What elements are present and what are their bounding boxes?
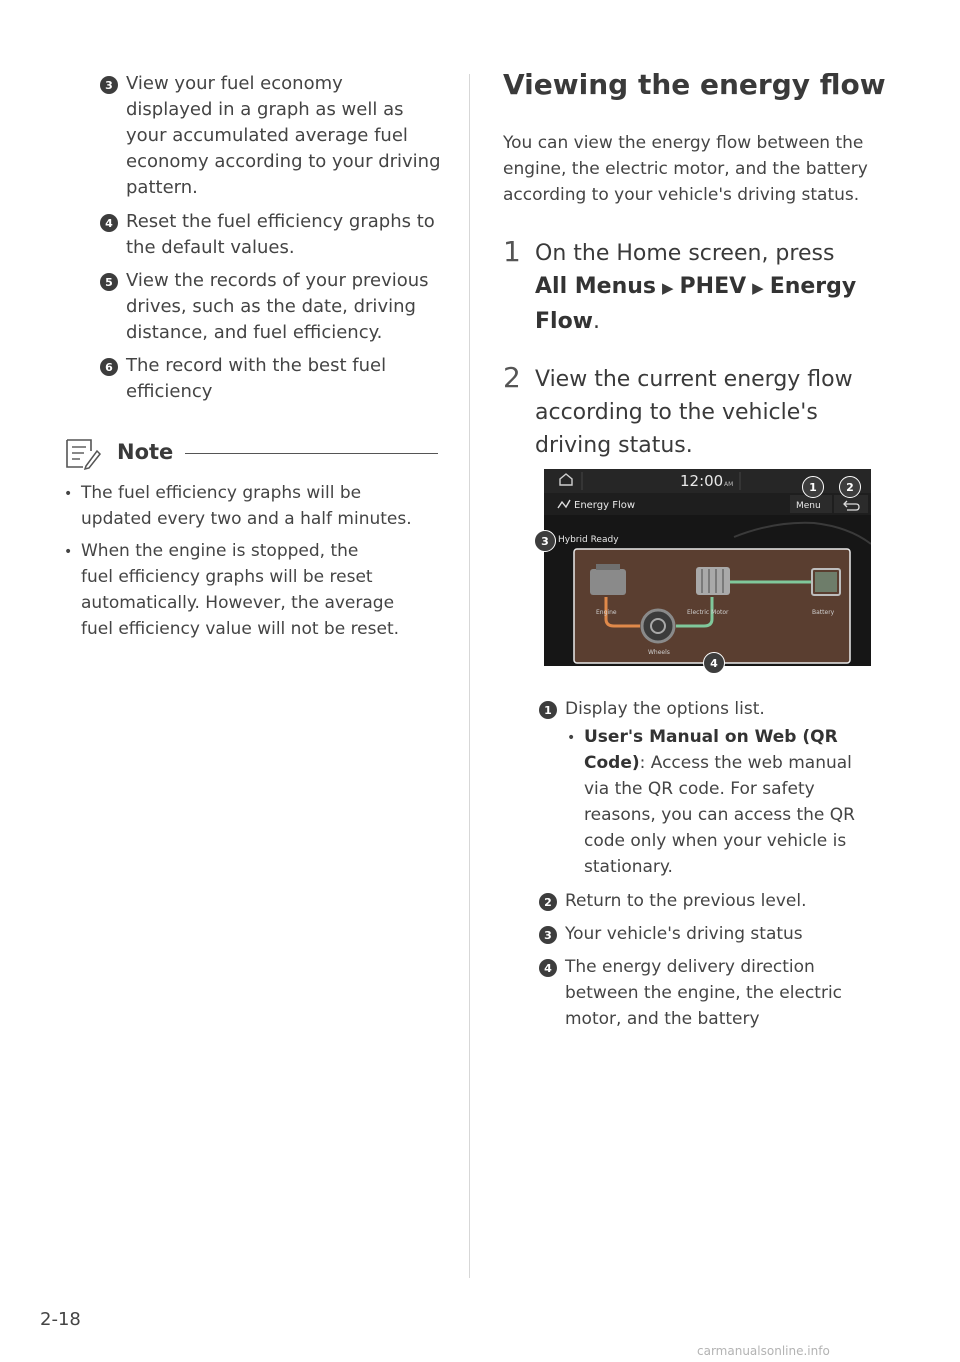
triangle-right-icon: ▶ — [752, 279, 764, 297]
option-name: Code) — [584, 753, 640, 773]
step-2 — [535, 363, 853, 462]
text-line — [584, 750, 855, 776]
callout-badge: 1 — [802, 476, 824, 498]
list-item — [126, 71, 441, 201]
engine-label: Engine — [596, 609, 617, 616]
text-line: Reset the fuel efficiency graphs to — [126, 211, 435, 232]
text-line: You can view the energy flow between the — [503, 133, 864, 153]
text-line: pattern. — [126, 177, 198, 198]
battery-icon — [812, 569, 840, 595]
text-line: automatically. However, the average — [81, 593, 395, 613]
note-bullet — [81, 538, 399, 642]
motor-icon — [696, 567, 730, 595]
callout-item — [565, 954, 842, 1032]
list-item — [126, 209, 435, 261]
text-line: distance, and fuel efficiency. — [126, 322, 383, 343]
text-line: engine, the electric motor, and the battery — [503, 159, 868, 179]
menu-path-item: All Menus — [535, 274, 656, 299]
step-line: On the Home screen, press — [535, 241, 835, 266]
motor-label: Electric Motor — [687, 609, 729, 616]
marker-badge: 3 — [539, 926, 557, 944]
watermark[interactable]: carmanualsonline.info — [697, 1344, 830, 1358]
text-line: displayed in a graph as well as — [126, 99, 404, 120]
menu-path-item: Energy — [769, 274, 857, 299]
driving-status: Hybrid Ready — [558, 535, 619, 545]
clock-time: 12:00 — [680, 472, 724, 490]
callout-badge: 2 — [839, 476, 861, 498]
callout-item — [565, 696, 765, 722]
callout-item — [565, 921, 803, 947]
bullet-dot: • — [567, 730, 576, 746]
text-line — [584, 724, 855, 750]
text-line: according to your vehicle's driving status. — [503, 185, 860, 205]
callout-badge: 3 — [534, 530, 556, 552]
screen-title: Energy Flow — [574, 500, 636, 511]
text-line: fuel efficiency value will not be reset. — [81, 619, 400, 639]
step-line: driving status. — [535, 433, 693, 458]
marker-badge: 4 — [539, 959, 557, 977]
text-line: Display the options list. — [565, 699, 765, 719]
text-line: stationary. — [584, 857, 673, 877]
text-line: The fuel efficiency graphs will be — [81, 483, 362, 503]
intro-paragraph — [503, 130, 868, 208]
text-line: reasons, you can access the QR — [584, 805, 855, 825]
text-line: drives, such as the date, driving — [126, 296, 416, 317]
menu-path-item: Flow — [535, 309, 594, 334]
callout-item — [565, 888, 807, 914]
step-number: 1 — [503, 235, 521, 268]
option-name: User's Manual on Web (QR — [584, 727, 838, 747]
marker-badge: 5 — [100, 273, 118, 291]
step-number: 2 — [503, 361, 521, 394]
text-line: efficiency — [126, 381, 213, 402]
text-line: economy according to your driving — [126, 151, 441, 172]
battery-label: Battery — [812, 609, 835, 616]
text-line: Return to the previous level. — [565, 891, 807, 911]
bullet-dot: • — [64, 544, 73, 560]
text-line: via the QR code. For safety — [584, 779, 815, 799]
bullet-dot: • — [64, 486, 73, 502]
text-line: The energy delivery direction — [565, 957, 815, 977]
list-item — [126, 268, 429, 346]
marker-badge: 4 — [100, 214, 118, 232]
wheels-label: Wheels — [648, 649, 670, 656]
step-path-end — [535, 305, 856, 338]
menu-button[interactable]: Menu — [796, 501, 821, 511]
text-line: Your vehicle's driving status — [565, 924, 803, 944]
marker-badge: 6 — [100, 358, 118, 376]
text-line: The record with the best fuel — [126, 355, 387, 376]
text-line: the default values. — [126, 237, 295, 258]
marker-badge: 3 — [100, 76, 118, 94]
text-line: View your fuel economy — [126, 73, 343, 94]
text-line: your accumulated average fuel — [126, 125, 408, 146]
text-line: fuel efficiency graphs will be reset — [81, 567, 373, 587]
period: . — [593, 309, 601, 334]
energy-flow-screen — [544, 469, 871, 666]
list-item — [126, 353, 386, 405]
column-divider — [469, 74, 470, 1278]
text-fragment: : Access the web manual — [639, 753, 852, 773]
step-line: according to the vehicle's — [535, 400, 818, 425]
step-1 — [535, 237, 856, 338]
text-line: between the engine, the electric — [565, 983, 843, 1003]
note-icon — [64, 437, 102, 471]
page-number: 2-18 — [40, 1309, 81, 1330]
marker-badge: 1 — [539, 701, 557, 719]
step-path — [535, 270, 856, 305]
section-heading: Viewing the energy flow — [503, 68, 886, 101]
sub-bullet — [584, 724, 855, 880]
note-bullet — [81, 480, 412, 532]
wheel-icon — [642, 610, 674, 642]
text-line: code only when your vehicle is — [584, 831, 847, 851]
note-rule — [185, 453, 438, 454]
text-line: View the records of your previous — [126, 270, 429, 291]
note-title: Note — [117, 440, 174, 464]
text-line: motor, and the battery — [565, 1009, 760, 1029]
menu-path-item: PHEV — [679, 274, 747, 299]
text-line: updated every two and a half minutes. — [81, 509, 412, 529]
marker-badge: 2 — [539, 893, 557, 911]
clock-ampm: AM — [724, 481, 734, 488]
text-line: When the engine is stopped, the — [81, 541, 359, 561]
triangle-right-icon: ▶ — [662, 279, 674, 297]
step-line: View the current energy flow — [535, 367, 853, 392]
callout-badge: 4 — [703, 652, 725, 674]
